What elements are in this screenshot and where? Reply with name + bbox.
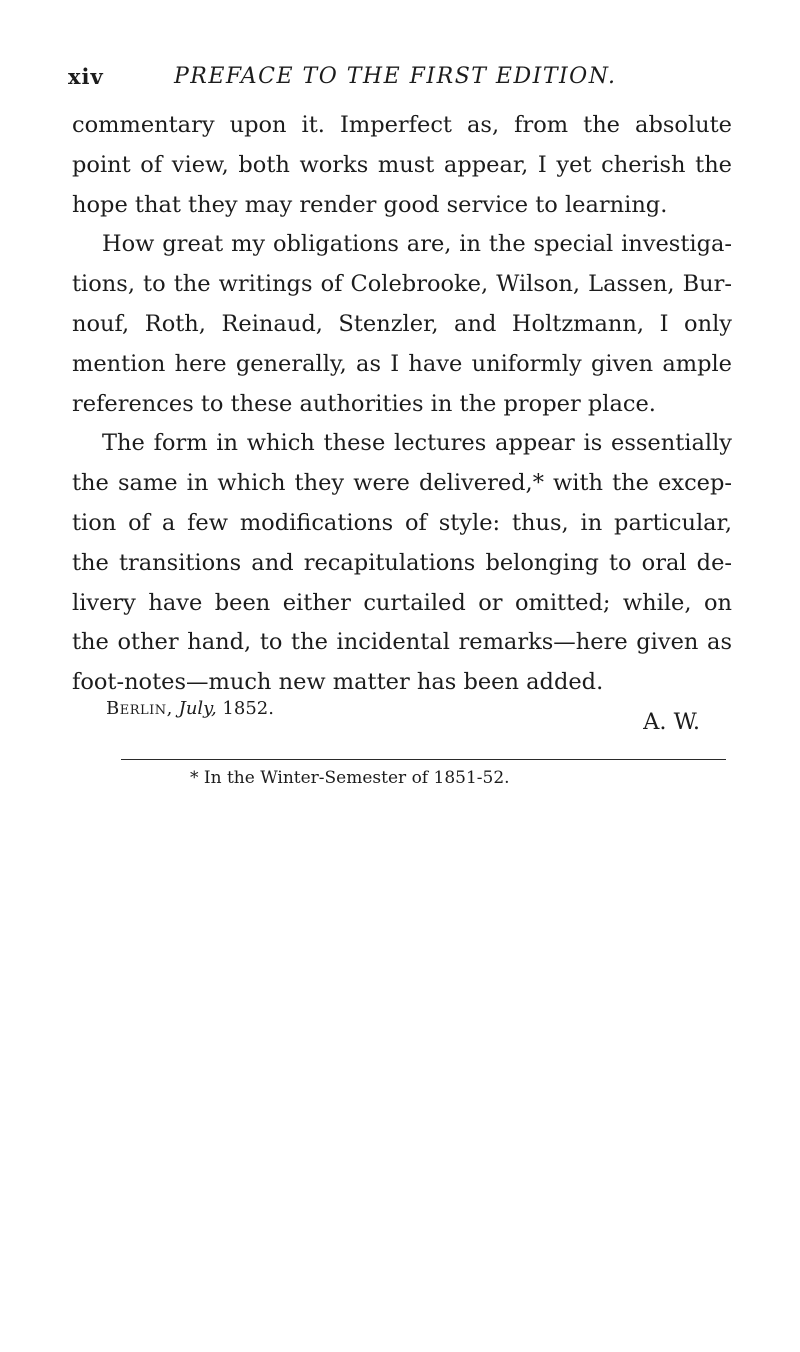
footnote: * In the Winter-Semester of 1851-52. (190, 768, 510, 788)
body-line: foot-notes—much new matter has been added. (72, 669, 604, 696)
body-line: the other hand, to the incidental remarks—here given as (72, 629, 732, 656)
body-line: mention here generally, as I have uniformly given ample (72, 350, 732, 377)
running-head (68, 64, 718, 94)
dateline-date: July, (178, 698, 217, 719)
body-line: nouf, Roth, Reinaud, Stenzler, and Holtzmann, I only (72, 310, 732, 337)
dateline (106, 698, 274, 719)
author-signature: A. W. (643, 708, 700, 735)
body-line: The form in which these lectures appear is essentially (102, 430, 732, 457)
body-line: commentary upon it. Imperfect as, from the absolute (72, 112, 732, 138)
body-line: How great my obligations are, in the special investiga- (102, 231, 732, 258)
body-line: point of view, both works must appear, I yet cherish the (72, 151, 732, 178)
body-line: livery have been either curtailed or omitted; while, on (72, 589, 732, 616)
dateline-year: 1852. (222, 698, 274, 719)
body-line: tions, to the writings of Colebrooke, Wilson, Lassen, Bur- (72, 271, 732, 298)
body-line: hope that they may render good service to learning. (72, 191, 668, 218)
body-line: the same in which they were delivered,* with the excep- (72, 470, 732, 497)
dateline-place: Berlin, (106, 698, 173, 719)
preface-body (72, 106, 732, 743)
body-line: references to these authorities in the proper place. (72, 390, 656, 417)
page-number: xiv (68, 64, 104, 89)
footnote-rule (121, 759, 726, 760)
body-line: the transitions and recapitulations belonging to oral de- (72, 549, 732, 576)
body-line: tion of a few modifications of style: thus, in particular, (72, 509, 732, 536)
running-head-title: PREFACE TO THE FIRST EDITION. (174, 64, 617, 89)
